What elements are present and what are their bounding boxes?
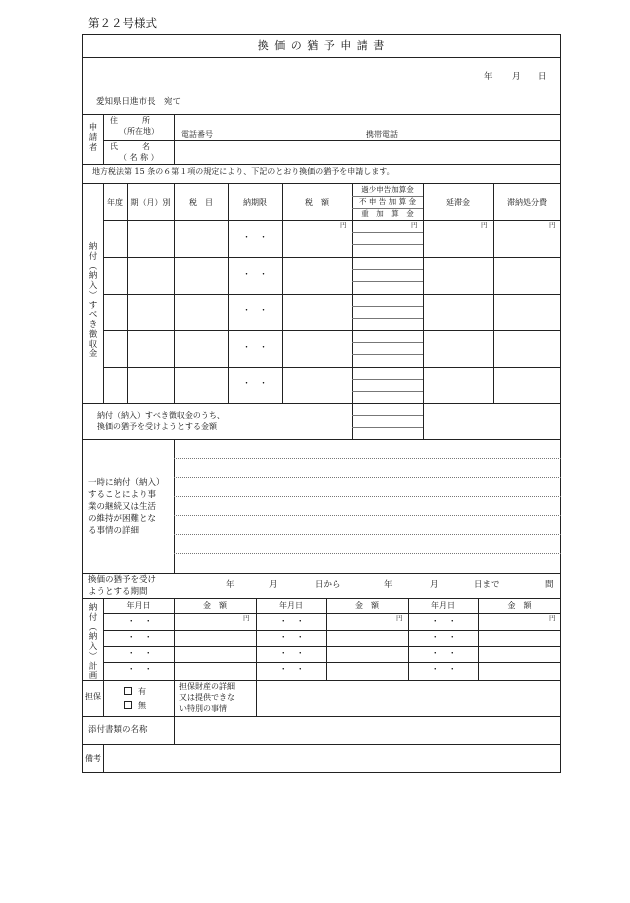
writing-line [174,553,561,554]
collateral-no-label: 無 [138,701,146,710]
plan-date-dots: ・ ・ [127,649,153,659]
summary-label: 納付（納入）すべき徴収金のうち、 [97,411,225,420]
period-until-day: 日まで [474,580,500,590]
divider [352,391,423,392]
divider [352,427,423,428]
hardship-label: の維持が困難とな [88,514,157,524]
writing-line [174,458,561,459]
remarks-field[interactable] [104,745,560,772]
header-penalty-heavy: 重 加 算 金 [361,209,414,218]
table-row [103,257,561,258]
plan-date-dots: ・ ・ [127,665,153,675]
applicant-label: 申 請 者 [88,123,98,153]
hardship-label: することにより事 [88,490,157,500]
writing-line [174,496,561,497]
divider [352,183,353,439]
name-sub-label: （ 名 称 ） [119,153,159,162]
table-row [103,630,561,631]
collateral-details-field[interactable] [257,681,560,715]
collateral-label: 担保 [85,692,101,701]
table-row [103,330,561,331]
header-penalty-nonfiling: 不 申 告 加 算 金 [359,197,416,206]
due-date-dots: ・ ・ [242,343,268,353]
divider [423,183,424,439]
plan-header-amount: 金 額 [355,601,379,610]
plan-header-date: 年月日 [431,601,455,610]
divider [352,342,423,343]
divider [103,114,104,164]
divider [82,164,561,165]
yen-unit: 円 [481,221,488,229]
divider [352,281,423,282]
divider [82,183,561,184]
attachments-label: 添付書類の名称 [88,725,148,735]
addressee: 愛知県日進市長 宛て [96,97,182,107]
writing-line [174,515,561,516]
due-date-dots: ・ ・ [242,306,268,316]
header-period: 期（月）別 [130,198,171,207]
requested-amount-field[interactable] [283,404,352,438]
divider [352,354,423,355]
divider [174,680,175,716]
due-date-dots: ・ ・ [242,270,268,280]
period-until-year: 年 [384,580,393,590]
divider [228,183,229,403]
yen-unit: 円 [243,614,250,622]
plan-date-dots: ・ ・ [431,665,457,675]
divider [82,598,561,599]
hardship-label: 業の継続又は生活 [88,502,157,512]
address-sub-label: （所在地） [119,127,159,136]
tax-table-side-label: 納 付 ︵ 納 入 ︶ す べ き 徴 収 金 [88,242,98,360]
plan-header-amount: 金 額 [507,601,532,610]
plan-side-label: 納 付 ︵ 納 入 ︶ 計 画 [88,603,98,682]
divider [103,220,561,221]
divider [352,244,423,245]
header-disposal-cost: 滞納処分費 [507,198,547,207]
plan-date-dots: ・ ・ [127,633,153,643]
table-row [103,294,561,295]
date-day-label: 日 [538,72,547,82]
period-from-year: 年 [226,580,235,590]
divider [282,183,283,403]
divider [103,183,104,403]
divider [352,379,423,380]
divider [103,613,561,614]
checkbox-icon[interactable] [124,687,132,695]
divider [352,269,423,270]
collateral-reason-label: い特別の事情 [179,704,227,713]
collateral-reason-label: 又は提供できな [179,693,235,702]
yen-unit: 円 [340,221,347,229]
address-field[interactable] [174,115,560,139]
divider [174,183,175,403]
yen-unit: 円 [549,221,556,229]
header-delinquency: 延滞金 [446,198,470,207]
due-date-dots: ・ ・ [242,233,268,243]
period-label: ようとする期間 [88,587,148,597]
collateral-reason-label: 担保財産の詳細 [179,682,235,691]
plan-header-amount: 金 額 [203,601,227,610]
plan-header-date: 年月日 [126,601,151,610]
name-field[interactable] [175,141,560,163]
period-from-day: 日から [315,580,341,590]
divider [103,680,104,716]
collateral-yes-label: 有 [138,687,146,696]
header-tax-item: 税 目 [189,198,213,207]
due-date-dots: ・ ・ [242,379,268,389]
period-span: 間 [545,580,554,590]
header-penalty-underreport: 過少申告加算金 [361,185,414,194]
date-month-label: 月 [512,72,521,82]
checkbox-icon[interactable] [124,701,132,709]
summary-label: 換価の猶予を受けようとする金額 [97,422,217,431]
writing-line [174,534,561,535]
hardship-label: る事情の詳細 [88,526,140,536]
remarks-label: 備考 [85,754,101,763]
address-label: 住 所 [110,116,150,125]
header-due-date: 納期限 [243,198,267,207]
table-row [103,367,561,368]
yen-unit: 円 [411,221,418,229]
period-until-month: 月 [430,580,439,590]
mobile-label: 携帯電話 [366,130,398,139]
date-year-label: 年 [484,72,493,82]
plan-date-dots: ・ ・ [127,617,153,627]
hardship-label: 一時に納付（納入） [88,478,165,488]
divider [127,183,128,403]
plan-date-dots: ・ ・ [279,665,305,675]
form-number: 第２２号様式 [88,16,157,30]
divider [493,183,494,403]
divider [352,232,423,233]
table-row [103,646,561,647]
attachments-field[interactable] [175,717,560,743]
divider [82,573,561,574]
plan-date-dots: ・ ・ [431,649,457,659]
divider [352,306,423,307]
legal-statement: 地方税法第 15 条の６第１項の規定により、下記のとおり換価の猶予を申請します。 [92,167,395,176]
yen-unit: 円 [549,614,556,622]
divider [82,57,561,58]
yen-unit: 円 [396,614,403,622]
divider [352,415,423,416]
plan-date-dots: ・ ・ [279,633,305,643]
period-from-month: 月 [269,580,278,590]
table-row [103,662,561,663]
collateral-no-option[interactable] [124,701,146,711]
phone-label: 電話番号 [181,130,213,139]
name-label: 氏 名 [110,142,150,151]
header-fiscal-year: 年度 [107,198,123,207]
plan-date-dots: ・ ・ [279,649,305,659]
plan-date-dots: ・ ・ [431,617,457,627]
header-tax-amount: 税 額 [305,198,329,207]
plan-date-dots: ・ ・ [279,617,305,627]
period-label: 換価の猶予を受け [88,575,157,585]
plan-date-dots: ・ ・ [431,633,457,643]
writing-line [174,477,561,478]
form-title: 換 価 の 猶 予 申 請 書 [257,39,386,52]
collateral-yes-option[interactable] [124,687,146,697]
divider [352,318,423,319]
plan-header-date: 年月日 [279,601,303,610]
